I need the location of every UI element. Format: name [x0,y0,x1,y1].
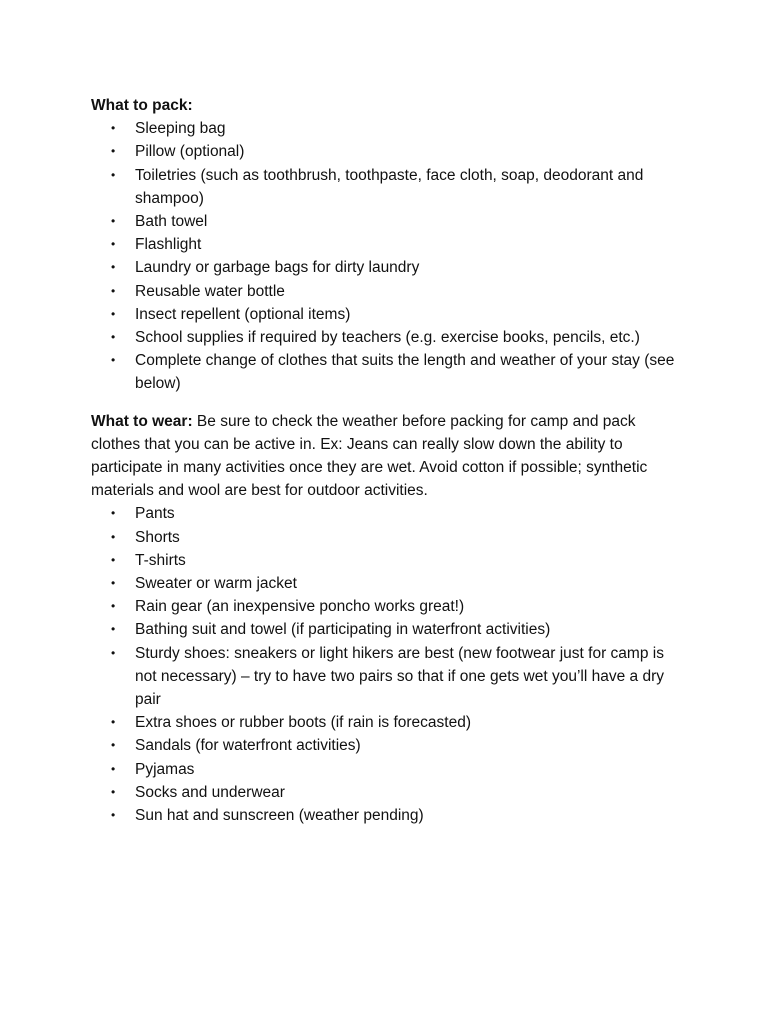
list-item: • Socks and underwear [91,781,680,804]
list-item: • Complete change of clothes that suits the length and weather of your stay (see below) [91,349,680,395]
what-to-wear-text: Be sure to check the weather before packing for camp and pack clothes that you can be active in. Ex: Jeans can really slow down the ability to participate in many activities once they are wet. Avoid cotton if possible; synthetic materials and wool are best for outdoor activities. [91,412,648,500]
bullet-icon: • [111,784,116,799]
bullet-icon: • [111,306,116,321]
list-item: • Reusable water bottle [91,280,680,303]
what-to-wear-heading: What to wear: [91,412,193,430]
list-item: • Bath towel [91,210,680,233]
list-item: • T-shirts [91,549,680,572]
bullet-icon: • [111,599,116,614]
bullet-icon: • [111,283,116,298]
bullet-icon: • [111,121,116,136]
list-item: • Insect repellent (optional items) [91,303,680,326]
list-item: • Laundry or garbage bags for dirty laundry [91,256,680,279]
bullet-icon: • [111,144,116,159]
list-item: • Shorts [91,526,680,549]
what-to-pack-heading: What to pack: [91,97,193,114]
bullet-icon: • [111,506,116,521]
bullet-icon: • [111,260,116,275]
bullet-icon: • [111,214,116,229]
list-item: • Pillow (optional) [91,140,680,163]
bullet-icon: • [111,622,116,637]
list-item: • Extra shoes or rubber boots (if rain is forecasted) [91,711,680,734]
bullet-icon: • [111,738,116,753]
bullet-icon: • [111,167,116,182]
list-item: • Toiletries (such as toothbrush, toothpaste, face cloth, soap, deodorant and shampoo) [91,164,680,210]
bullet-icon: • [111,808,116,823]
list-item: • Pants [91,502,680,525]
list-item: • Sweater or warm jacket [91,572,680,595]
list-item: • Sun hat and sunscreen (weather pending) [91,804,680,827]
wear-list [91,502,691,804]
bullet-icon: • [111,237,116,252]
list-item: • Sturdy shoes: sneakers or light hikers are best (new footwear just for camp is not necessary) – try to have two pairs so that if one gets wet you’ll have a dry pair [91,642,680,712]
list-item: • School supplies if required by teachers (e.g. exercise books, pencils, etc.) [91,326,680,349]
list-item: • Bathing suit and towel (if participating in waterfront activities) [91,618,680,641]
bullet-icon: • [111,330,116,345]
list-item: • Flashlight [91,233,680,256]
list-item: • Sandals (for waterfront activities) [91,734,680,757]
what-to-wear-paragraph [91,410,651,503]
bullet-icon: • [111,576,116,591]
bullet-icon: • [111,761,116,776]
list-item: • Pyjamas [91,758,680,781]
bullet-icon: • [111,715,116,730]
bullet-icon: • [111,645,116,660]
list-item: • Sleeping bag [91,117,680,140]
bullet-icon: • [111,529,116,544]
document-content [91,94,691,827]
pack-list [91,117,691,395]
extra-wear-list [91,804,691,827]
bullet-icon: • [111,552,116,567]
list-item: • Rain gear (an inexpensive poncho works great!) [91,595,680,618]
bullet-icon: • [111,353,116,368]
